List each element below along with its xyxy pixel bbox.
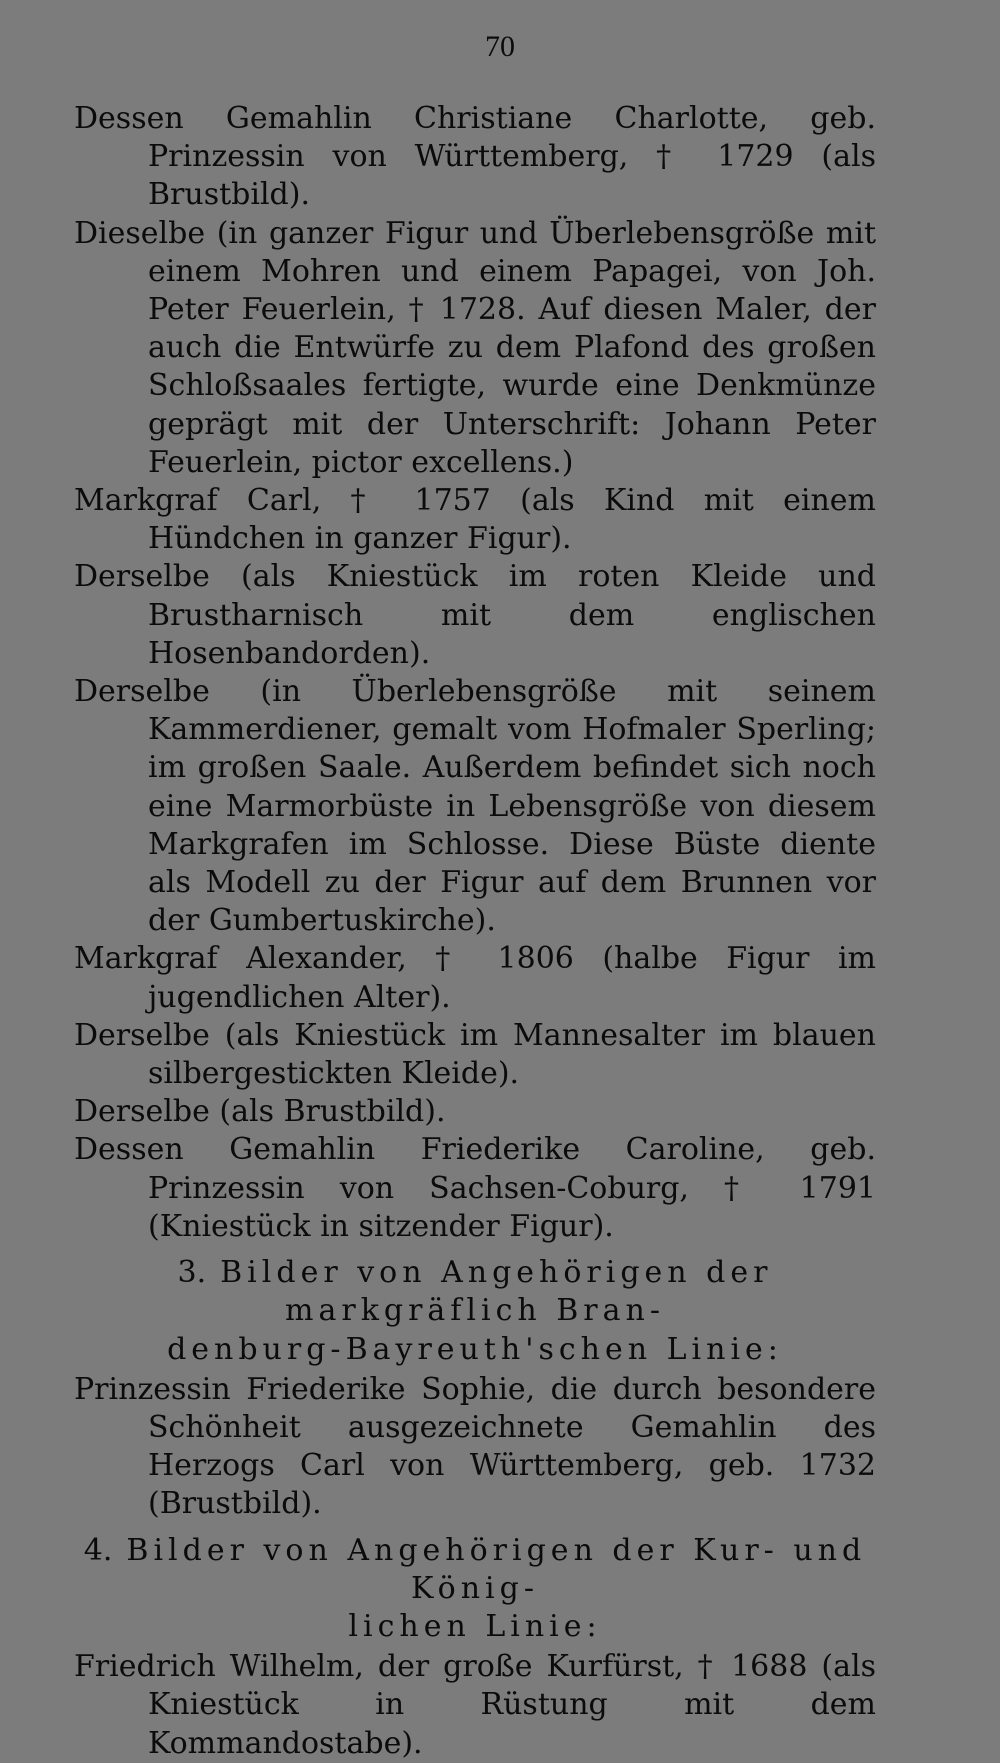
section-4-title-line2: lichen Linie: xyxy=(348,1608,602,1644)
entry-markgraf-alexander: Markgraf Alexander, † 1806 (halbe Figur im jugendlichen Alter). xyxy=(74,941,876,1015)
page-body xyxy=(74,100,876,1763)
section-3-title-text: Bilder von Angehörigen der markgräflich Bran- xyxy=(220,1255,773,1329)
entry-derselbe-mannesalter: Derselbe (als Kniestück im Mannesalter im blauen silbergestickten Kleide). xyxy=(74,1017,876,1092)
entry-derselbe-ueberlebensgroesse: Derselbe (in Überlebensgröße mit seinem Kammerdiener, gemalt vom Hofmaler Sperling; im großen Saale. Außerdem befindet sich noch eine Marmorbüste in Lebensgröße von diesem Markgrafen im Schlosse. Diese Büste diente als Modell zu der Figur auf dem Brunnen vor der Gumbertuskirche). xyxy=(74,674,876,939)
entry-friederike-caroline: Dessen Gemahlin Friederike Caroline, geb. Prinzessin von Sachsen-Coburg, † 1791 (Kniestück in sitzender Figur). xyxy=(74,1132,876,1244)
entry-friederike-sophie: Prinzessin Friederike Sophie, die durch besondere Schönheit ausgezeichnete Gemahlin des Herzogs Carl von Württemberg, geb. 1732 (Brustbild). xyxy=(74,1371,876,1522)
section-heading-3 xyxy=(74,1254,876,1369)
section-4-title-line1 xyxy=(74,1532,876,1608)
section-3-title-line2: denburg-Bayreuth'schen Linie: xyxy=(167,1331,783,1367)
entry-friedrich-wilhelm: Friedrich Wilhelm, der große Kurfürst, † 1688 (als Kniestück in Rüstung mit dem Kommandostabe). xyxy=(74,1649,876,1761)
section-4-number: 4. xyxy=(83,1532,113,1568)
entry-derselbe-brustbild: Derselbe (als Brustbild). xyxy=(74,1094,446,1130)
section-4-title-text: Bilder von Angehörigen der Kur- und König- xyxy=(126,1532,867,1606)
section-3-title-line1 xyxy=(74,1254,876,1330)
entry-dieselbe-ganzer-figur: Dieselbe (in ganzer Figur und Überlebensgröße mit einem Mohren und einem Papagei, von Joh. Peter Feuerlein, † 1728. Auf diesen Maler, der auch die Entwürfe zu dem Plafond des großen Schloßsaales fertigte, wurde eine Denkmünze geprägt mit der Unterschrift: Johann Peter Feuerlein, pictor excellens.) xyxy=(74,215,876,480)
section-heading-4 xyxy=(74,1532,876,1647)
entry-christiane-charlotte: Dessen Gemahlin Christiane Charlotte, geb. Prinzessin von Württemberg, † 1729 (als Brustbild). xyxy=(74,101,876,213)
entry-markgraf-carl: Markgraf Carl, † 1757 (als Kind mit einem Hündchen in ganzer Figur). xyxy=(74,483,876,557)
section-3-number: 3. xyxy=(177,1255,207,1291)
page-number: 70 xyxy=(485,30,515,63)
entry-derselbe-kniestueck-rot: Derselbe (als Kniestück im roten Kleide und Brustharnisch mit dem englischen Hosenbandorden). xyxy=(74,559,876,671)
